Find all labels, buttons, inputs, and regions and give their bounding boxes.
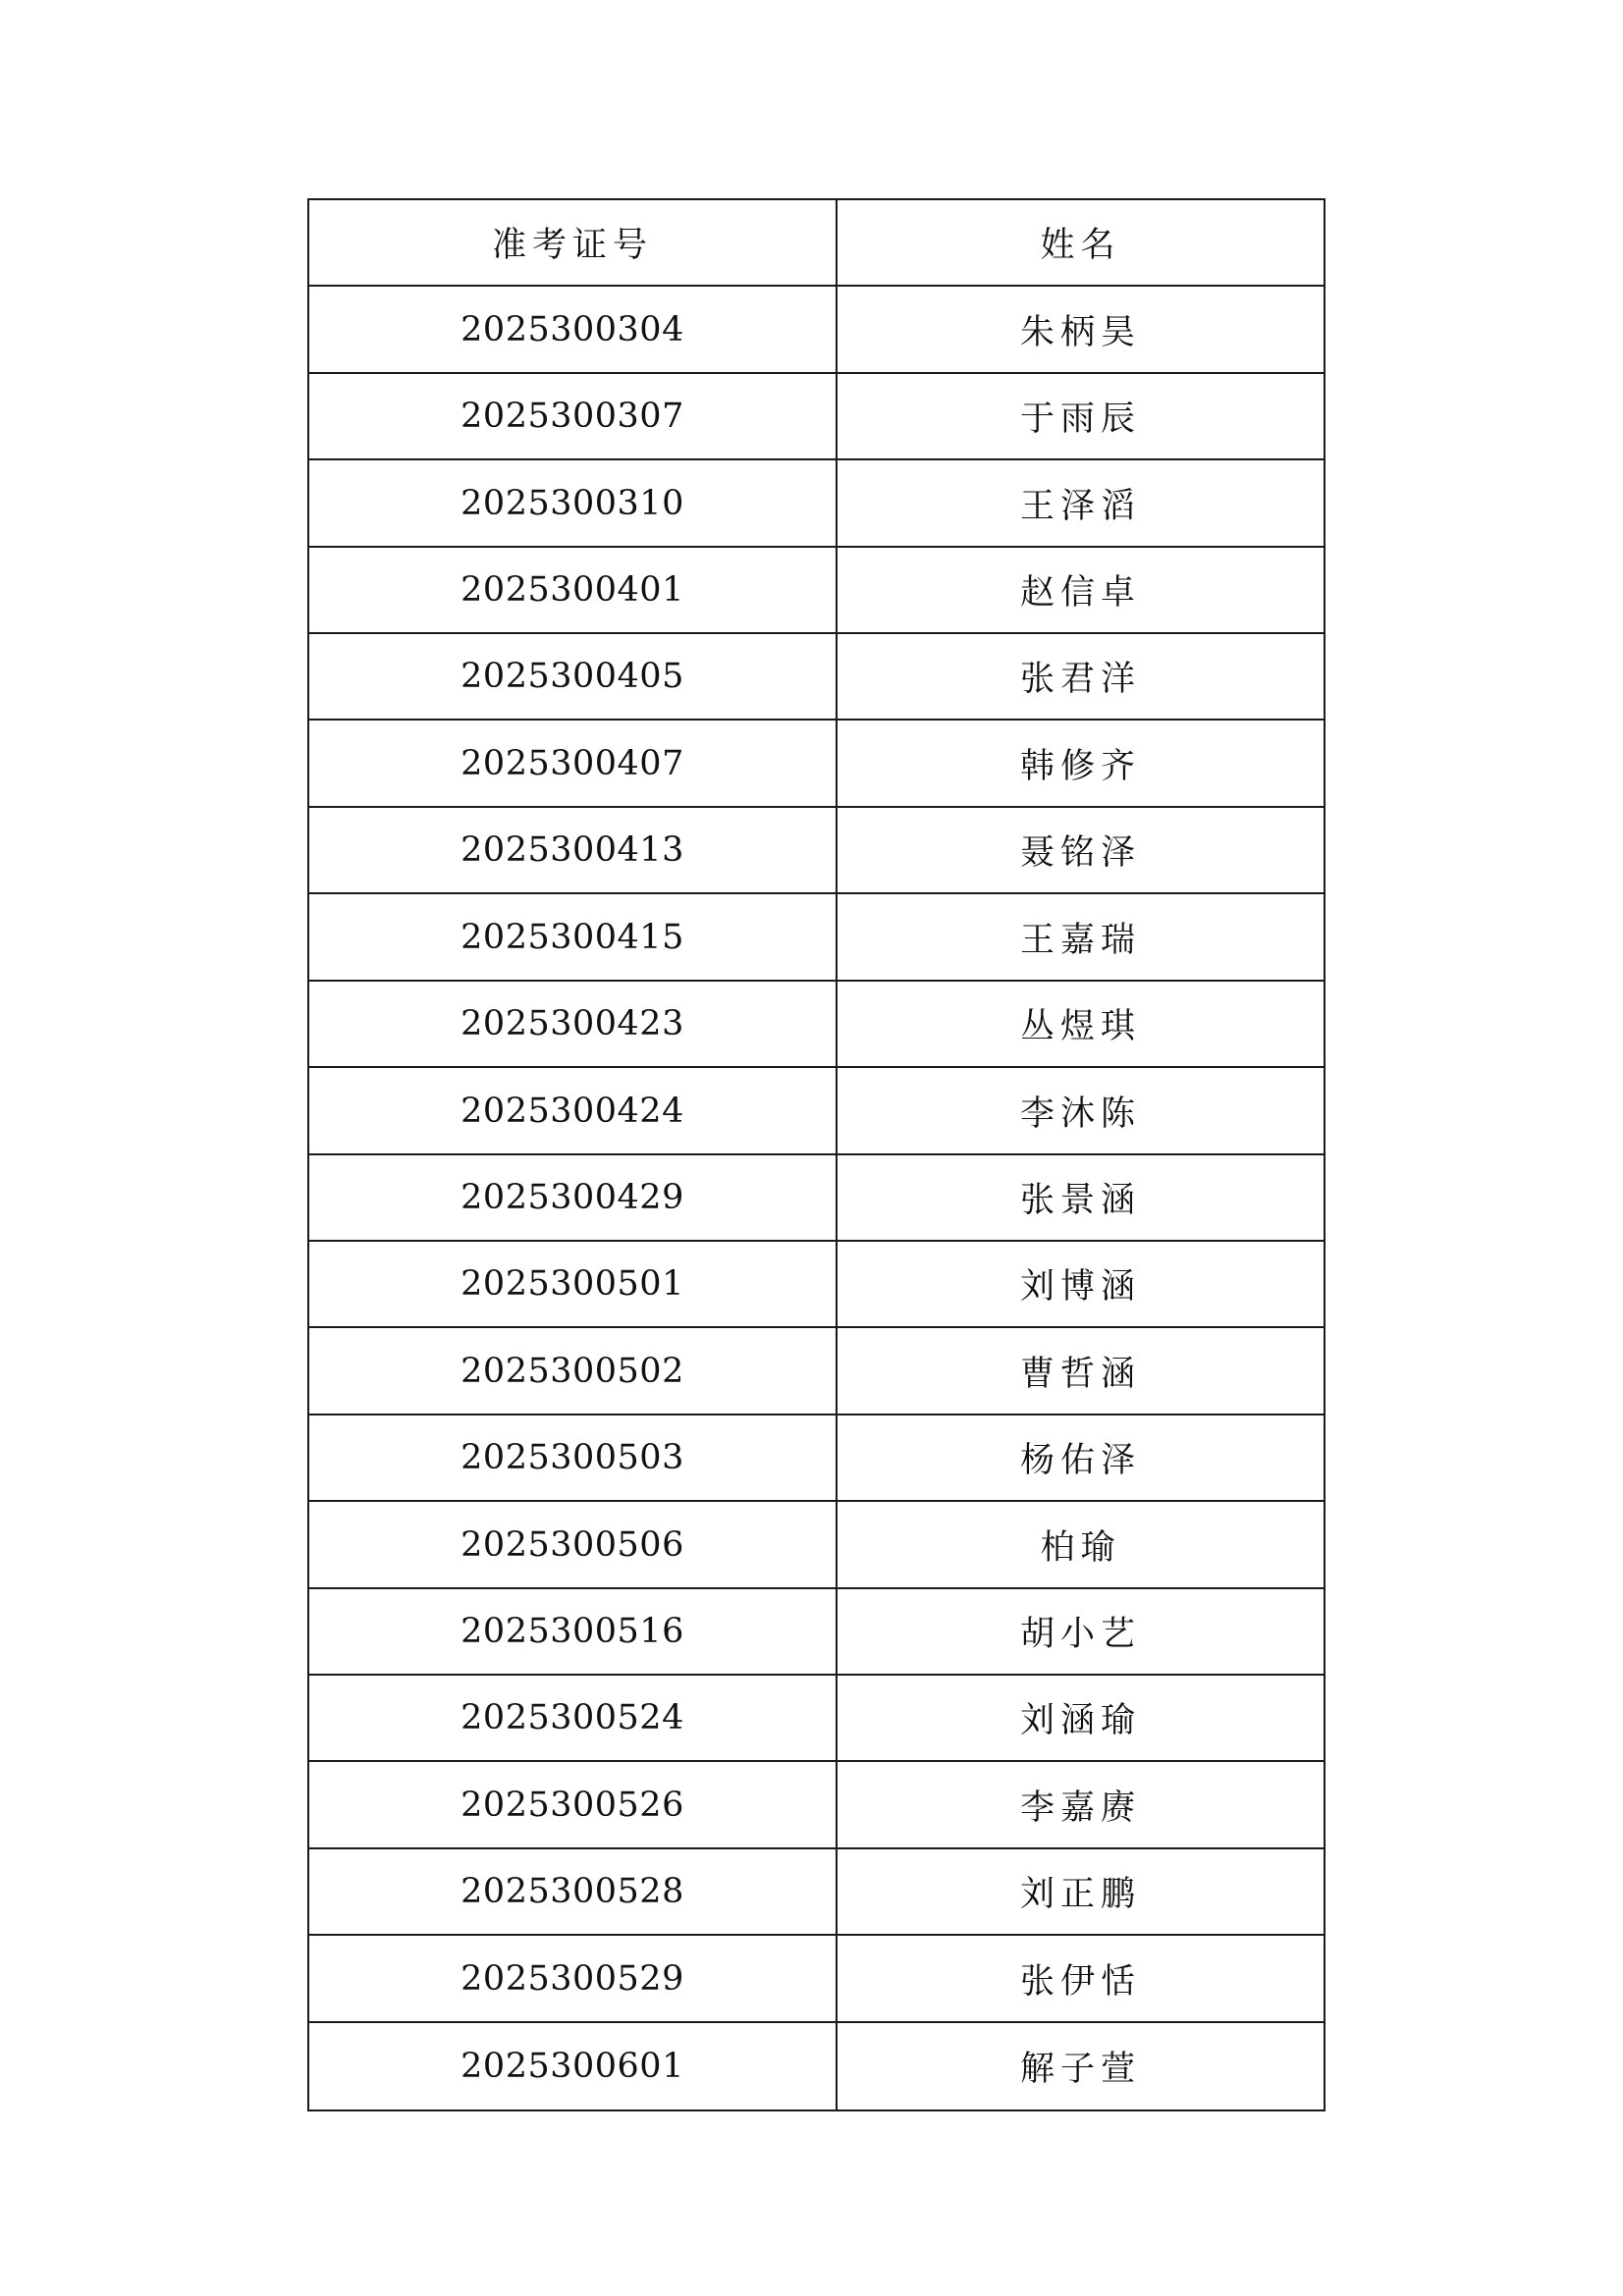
table-row: [309, 1415, 1324, 1502]
exam-id-cell: 2025300528: [309, 1849, 838, 1934]
table-row: [309, 1676, 1324, 1762]
exam-id-cell: 2025300304: [309, 287, 838, 372]
exam-id-cell: 2025300502: [309, 1328, 838, 1414]
table-row: [309, 460, 1324, 548]
name-cell: 聂铭泽: [1019, 833, 1141, 873]
exam-id-cell: 2025300503: [309, 1415, 838, 1500]
table-row: [309, 1589, 1324, 1676]
table-row: [309, 1328, 1324, 1415]
table-row: [309, 2023, 1324, 2109]
name-cell: 杨佑泽: [1019, 1441, 1141, 1480]
name-cell: 刘涵瑜: [1019, 1701, 1141, 1740]
exam-id-cell: 2025300526: [309, 1762, 838, 1847]
name-cell: 韩修齐: [1019, 746, 1141, 786]
table-row: [309, 1936, 1324, 2023]
table-row: [309, 1849, 1324, 1936]
exam-id-cell: 2025300516: [309, 1589, 838, 1674]
name-cell: 赵信卓: [1019, 573, 1141, 613]
table-header-row: [309, 200, 1324, 287]
exam-id-cell: 2025300506: [309, 1502, 838, 1587]
table-row: [309, 634, 1324, 721]
table-row: [309, 894, 1324, 982]
name-cell: 朱柄昊: [1019, 312, 1141, 352]
name-cell: 柏瑜: [1040, 1527, 1121, 1568]
table-row: [309, 808, 1324, 894]
candidate-table: [307, 198, 1325, 2111]
table-row: [309, 721, 1324, 808]
name-cell: 张景涵: [1019, 1181, 1141, 1220]
table-row: [309, 1502, 1324, 1589]
exam-id-cell: 2025300423: [309, 982, 838, 1066]
exam-id-cell: 2025300405: [309, 634, 838, 719]
exam-id-cell: 2025300524: [309, 1676, 838, 1760]
name-cell: 刘正鹏: [1019, 1875, 1141, 1914]
name-cell: 王嘉瑞: [1019, 920, 1141, 960]
name-cell: 李沐陈: [1019, 1094, 1141, 1134]
name-cell: 解子萱: [1019, 2050, 1141, 2089]
exam-id-cell: 2025300415: [309, 894, 838, 980]
table-row: [309, 982, 1324, 1068]
table-row: [309, 1762, 1324, 1849]
exam-id-cell: 2025300501: [309, 1242, 838, 1326]
exam-id-cell: 2025300401: [309, 548, 838, 632]
name-cell: 王泽滔: [1019, 486, 1141, 526]
table-row: [309, 548, 1324, 634]
exam-id-cell: 2025300529: [309, 1936, 838, 2021]
name-cell: 李嘉赓: [1019, 1788, 1141, 1828]
name-cell: 丛煜琪: [1019, 1007, 1141, 1046]
table-row: [309, 374, 1324, 460]
table-row: [309, 1155, 1324, 1242]
name-cell: 胡小艺: [1019, 1615, 1141, 1654]
exam-id-cell: 2025300601: [309, 2023, 838, 2109]
name-cell: 刘博涵: [1019, 1267, 1141, 1307]
exam-id-cell: 2025300429: [309, 1155, 838, 1240]
name-cell: 张君洋: [1019, 660, 1141, 699]
table-row: [309, 1242, 1324, 1328]
exam-id-cell: 2025300310: [309, 460, 838, 546]
exam-id-cell: 2025300413: [309, 808, 838, 892]
exam-id-cell: 2025300307: [309, 374, 838, 458]
exam-id-cell: 2025300424: [309, 1068, 838, 1153]
name-cell: 曹哲涵: [1019, 1354, 1141, 1394]
name-cell: 张伊恬: [1019, 1961, 1141, 2002]
header-exam-id: 准考证号: [309, 200, 838, 285]
table-row: [309, 287, 1324, 374]
exam-id-cell: 2025300407: [309, 721, 838, 806]
table-row: [309, 1068, 1324, 1155]
name-cell: 于雨辰: [1019, 400, 1141, 439]
header-name: 姓名: [1040, 226, 1121, 265]
